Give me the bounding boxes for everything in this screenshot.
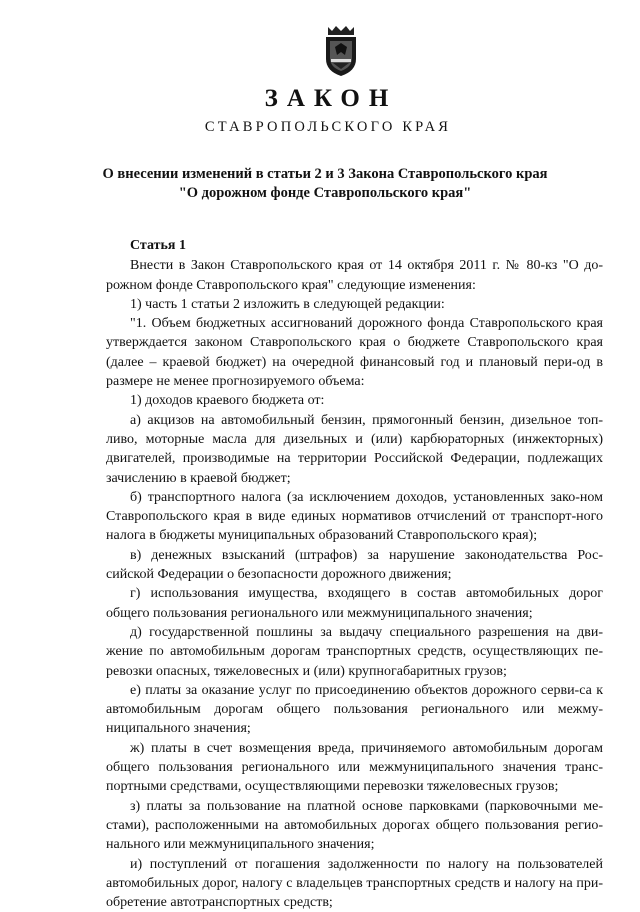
document-heading-line-2: "О дорожном фонде Ставропольского края"	[60, 184, 590, 203]
document-body	[106, 236, 603, 912]
paragraph: ж) платы в счет возмещения вреда, причиняемого автомобильным дорогам общего пользования регионального или межмуниципального значения транс-портными средствами, осуществляющими перевозки тяжеловесных грузов;	[106, 739, 603, 797]
paragraph: "1. Объем бюджетных ассигнований дорожного фонда Ставропольского края утверждается законом Ставропольского края о бюджете Ставропольского края (далее – краевой бюджет) на очередной финансовый год и плановый пери-од в размере не менее прогнозируемого объема:	[106, 314, 603, 391]
paragraph: г) использования имущества, входящего в состав автомобильных дорог общего пользования регионального или межмуниципального значения;	[106, 584, 603, 623]
law-title: ЗАКОН	[0, 84, 640, 114]
paragraph: 1) часть 1 статьи 2 изложить в следующей редакции:	[106, 295, 603, 314]
paragraph: 1) доходов краевого бюджета от:	[106, 391, 603, 410]
paragraph: з) платы за пользование на платной основе парковками (парковочными ме-стами), расположенными на автомобильных дорогах общего пользования регио-нального или межмуниципального значения;	[106, 797, 603, 855]
stavropol-coat-of-arms-icon	[322, 25, 360, 77]
article-title: Статья 1	[106, 236, 603, 255]
paragraph: д) государственной пошлины за выдачу специального разрешения на дви-жение по автомобильным дорогам транспортных средств, осуществляющих пе-ревозки опасных, тяжеловесных и (или) крупногабаритных грузов;	[106, 623, 603, 681]
paragraph: а) акцизов на автомобильный бензин, прямогонный бензин, дизельное топ-ливо, моторные масла для дизельных и (или) карбюраторных (инжекторных) двигателей, производимые на территории Российской Федерации, подлежащих зачислению в краевой бюджет;	[106, 411, 603, 488]
paragraph: и) поступлений от погашения задолженности по налогу на пользователей автомобильных дорог, налогу с владельцев транспортных средств и налогу на при-обретение автотранспортных средств;	[106, 855, 603, 912]
paragraph: е) платы за оказание услуг по присоединению объектов дорожного серви-са к автомобильным дорогам общего пользования регионального или межму-ниципального значения;	[106, 681, 603, 739]
paragraph: в) денежных взысканий (штрафов) за нарушение законодательства Рос-сийской Федерации о безопасности дорожного движения;	[106, 546, 603, 585]
paragraph: б) транспортного налога (за исключением доходов, установленных зако-ном Ставропольского края в виде единых нормативов отчислений от транспорт-ного налога в бюджеты муниципальных образований Ставропольского края);	[106, 488, 603, 546]
document-heading	[60, 165, 590, 203]
document-heading-line-1: О внесении изменений в статьи 2 и 3 Закона Ставропольского края	[60, 165, 590, 184]
paragraph: Внести в Закон Ставропольского края от 14 октября 2011 г. № 80-кз "О до-рожном фонде Ставропольского края" следующие изменения:	[106, 256, 603, 295]
law-subtitle: СТАВРОПОЛЬСКОГО КРАЯ	[0, 118, 640, 136]
